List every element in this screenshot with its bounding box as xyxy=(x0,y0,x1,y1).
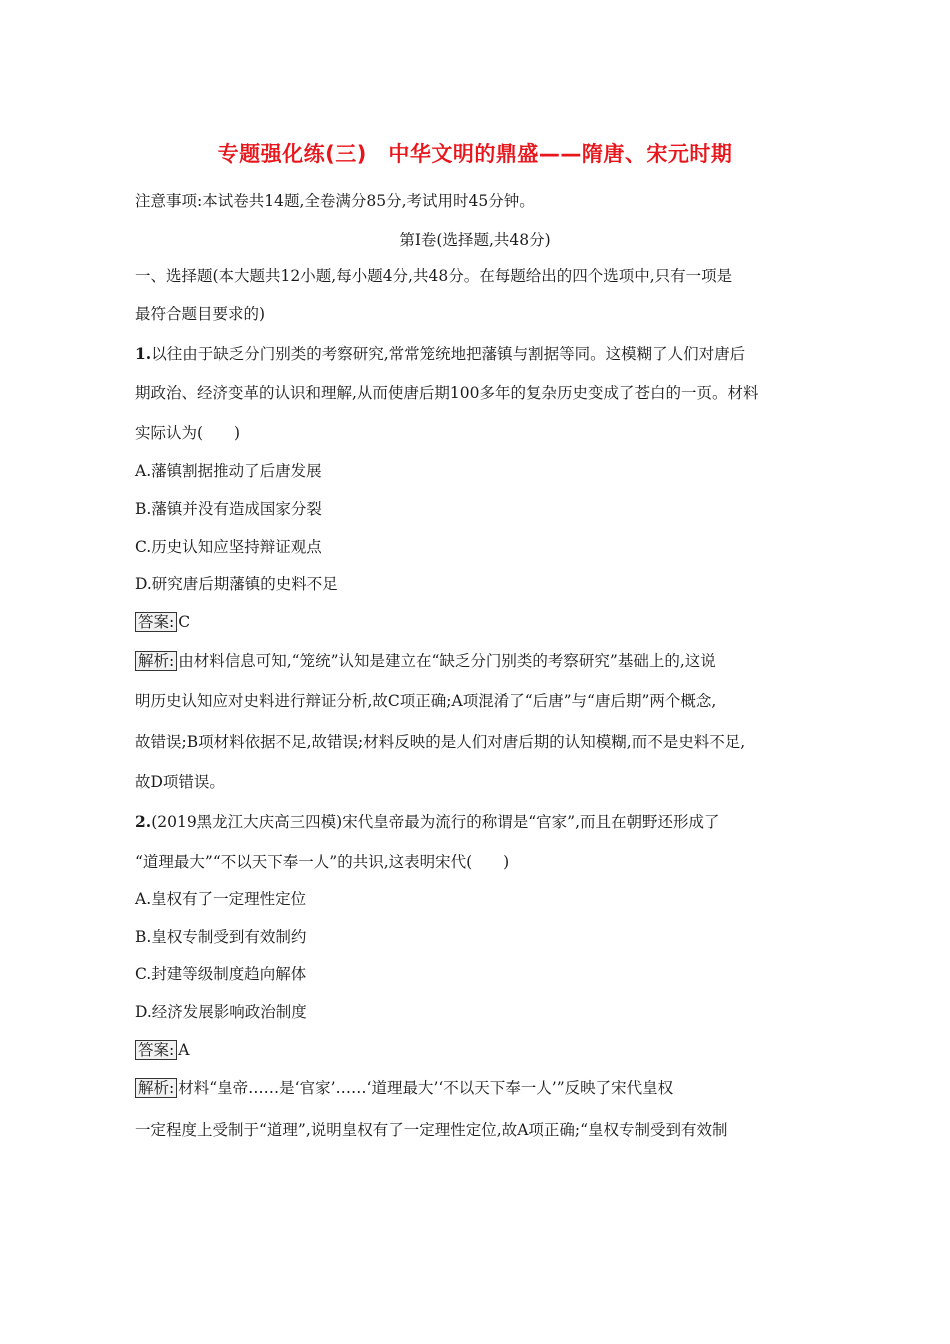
question-2-option-a: A.皇权有了一定理性定位 xyxy=(135,890,307,908)
question-1-stem-line1 xyxy=(135,344,745,364)
question-2-stem-line1 xyxy=(135,812,720,832)
question-1-option-b: B.藩镇并没有造成国家分裂 xyxy=(135,500,322,518)
analysis-label: 解析: xyxy=(135,651,177,671)
analysis-label: 解析: xyxy=(135,1078,177,1098)
question-2-option-b: B.皇权专制受到有效制约 xyxy=(135,928,307,946)
question-1-answer xyxy=(135,612,190,632)
question-2-stem-line2: “道理最大”“不以天下奉一人”的共识,这表明宋代( ) xyxy=(135,853,510,871)
question-2-option-c: C.封建等级制度趋向解体 xyxy=(135,965,307,983)
section-instructions-line1: 一、选择题(本大题共12小题,每小题4分,共48分。在每题给出的四个选项中,只有一项是 xyxy=(135,267,733,285)
question-2-stem-text: (2019黑龙江大庆高三四模)宋代皇帝最为流行的称谓是“官家”,而且在朝野还形成了 xyxy=(151,813,720,831)
question-1-analysis-line1 xyxy=(135,651,716,671)
question-1-option-c: C.历史认知应坚持辩证观点 xyxy=(135,538,322,556)
part-title: 第Ⅰ卷(选择题,共48分) xyxy=(399,231,551,249)
question-2-analysis-line1 xyxy=(135,1078,673,1098)
analysis-text: 材料“皇帝……是‘官家’……‘道理最大’‘不以天下奉一人’”反映了宋代皇权 xyxy=(178,1079,674,1097)
question-1-analysis-line2: 明历史认知应对史料进行辩证分析,故C项正确;A项混淆了“后唐”与“唐后期”两个概念, xyxy=(135,692,717,710)
question-2-answer xyxy=(135,1040,189,1060)
question-2-option-d: D.经济发展影响政治制度 xyxy=(135,1003,307,1021)
question-1-number: 1. xyxy=(135,344,152,363)
analysis-text: 由材料信息可知,“笼统”认知是建立在“缺乏分门别类的考察研究”基础上的,这说 xyxy=(178,652,716,670)
answer-value: C xyxy=(178,613,191,631)
page-title: 专题强化练(三) 中华文明的鼎盛——隋唐、宋元时期 xyxy=(217,142,733,166)
question-1-stem-line2: 期政治、经济变革的认识和理解,从而使唐后期100多年的复杂历史变成了苍白的一页。材料 xyxy=(135,384,759,402)
question-2-analysis-line2: 一定程度上受制于“道理”,说明皇权有了一定理性定位,故A项正确;“皇权专制受到有效制 xyxy=(135,1121,728,1139)
answer-label: 答案: xyxy=(135,612,177,632)
answer-label: 答案: xyxy=(135,1040,177,1060)
question-2-number: 2. xyxy=(135,812,152,831)
question-1-stem-line3: 实际认为( ) xyxy=(135,424,241,442)
question-1-option-d: D.研究唐后期藩镇的史料不足 xyxy=(135,575,338,593)
question-1-stem-text: 以往由于缺乏分门别类的考察研究,常常笼统地把藩镇与割据等同。这模糊了人们对唐后 xyxy=(151,345,746,363)
question-1-option-a: A.藩镇割据推动了后唐发展 xyxy=(135,462,322,480)
question-1-analysis-line4: 故D项错误。 xyxy=(135,773,225,791)
section-instructions-line2: 最符合题目要求的) xyxy=(135,305,266,323)
answer-value: A xyxy=(178,1041,190,1059)
notice: 注意事项:本试卷共14题,全卷满分85分,考试用时45分钟。 xyxy=(135,192,535,210)
question-1-analysis-line3: 故错误;B项材料依据不足,故错误;材料反映的是人们对唐后期的认知模糊,而不是史料不足, xyxy=(135,733,746,751)
